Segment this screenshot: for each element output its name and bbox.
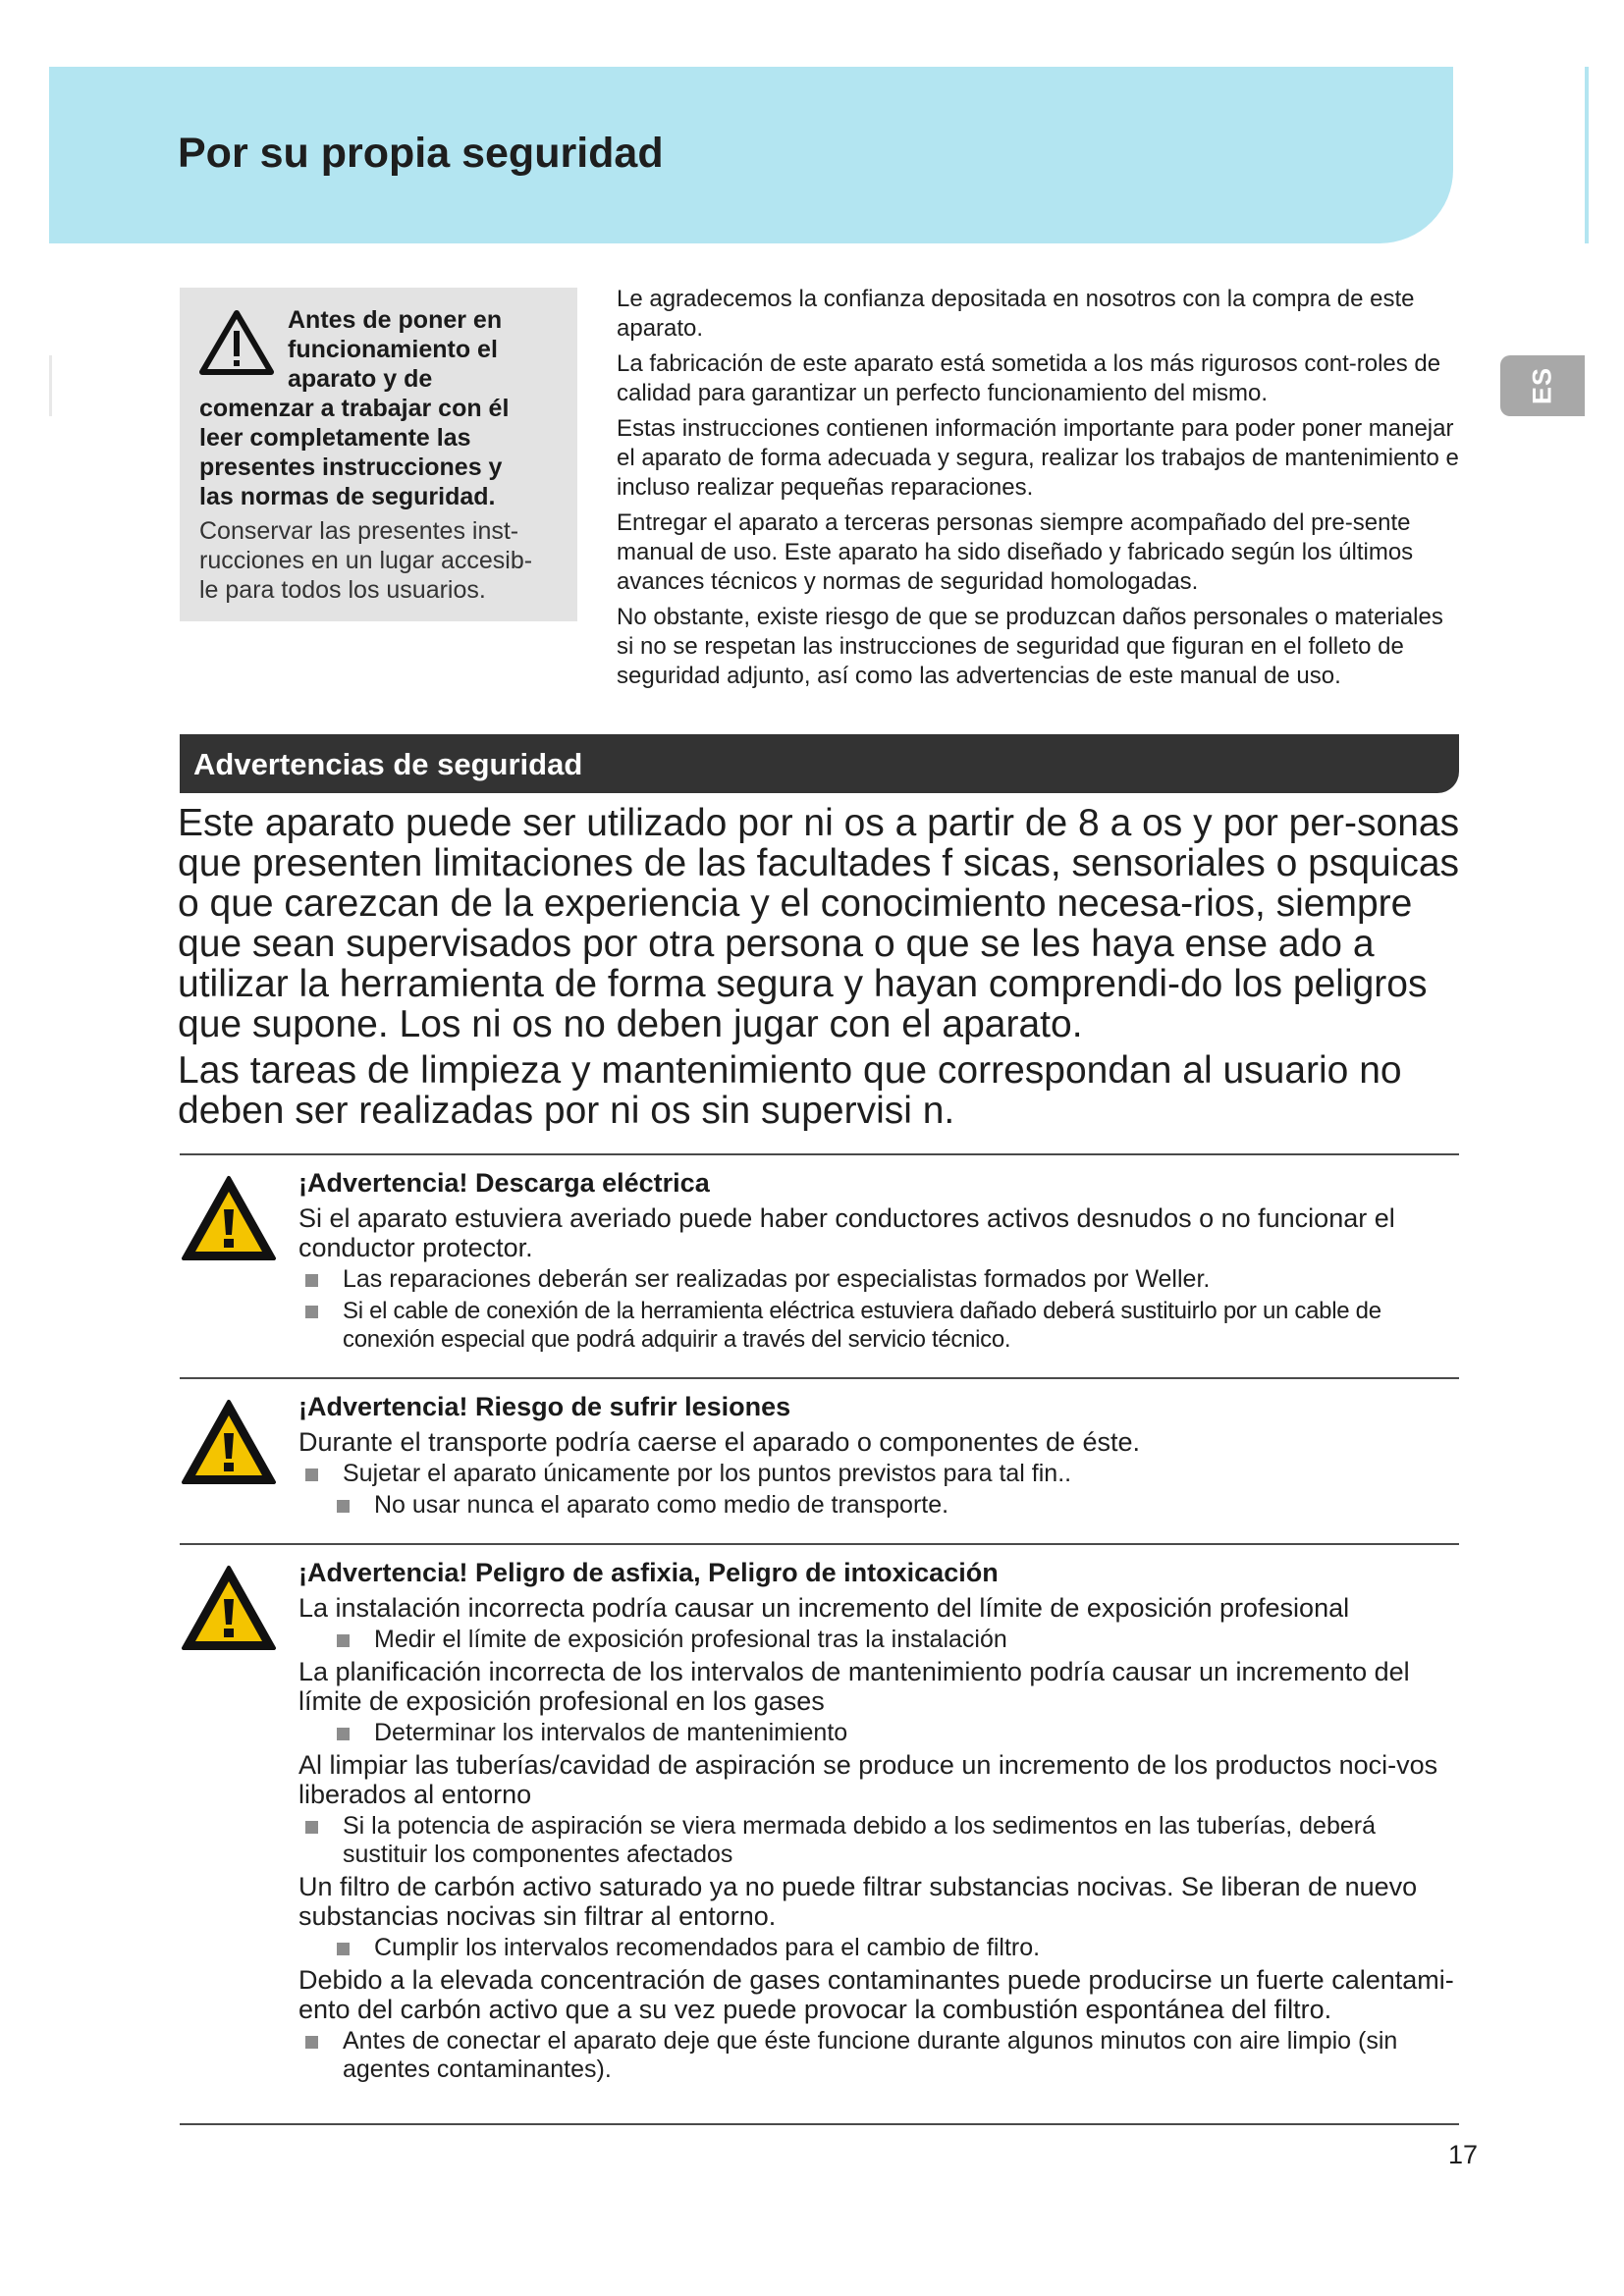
- intro-paragraph: No obstante, existe riesgo de que se produzcan daños personales o materiales si no se respetan las instrucciones de seguridad que figuran en el folleto de seguridad adjunto, así como las advertencias de este manual de uso.: [617, 604, 1443, 689]
- bullet-item: Determinar los intervalos de mantenimiento: [298, 1719, 1459, 1747]
- bullet-item: No usar nunca el aparato como medio de transporte.: [298, 1491, 1459, 1520]
- warning-title: ¡Advertencia! Descarga eléctrica: [298, 1168, 710, 1198]
- notice-heading: Antes de poner en funcionamiento el aparato y de comenzar a trabajar con él leer completamente las presentes instrucciones y las normas de seguridad.: [199, 306, 510, 510]
- bullet-item: Sujetar el aparato únicamente por los puntos previstos para tal fin..: [298, 1460, 1459, 1488]
- children-notice: [178, 803, 1464, 1137]
- warning-text: Un filtro de carbón activo saturado ya no puede filtrar substancias nocivas. Se liberan de nuevo substancias nocivas sin filtrar al entorno.: [298, 1872, 1418, 1931]
- header-edge-line: [1585, 67, 1589, 243]
- page-number: 17: [1448, 2140, 1479, 2169]
- warning-text: Debido a la elevada concentración de gases contaminantes puede producirse un fuerte calentami-ento del carbón activo que a su vez puede provocar la combustión espontánea del filtro.: [298, 1965, 1454, 2024]
- bullet-item: Medir el límite de exposición profesional tras la instalación: [298, 1626, 1459, 1654]
- warning-text: Durante el transporte podría caerse el aparado o componentes de éste.: [298, 1427, 1141, 1457]
- section-header: [180, 734, 1459, 793]
- language-tab: [1500, 355, 1585, 416]
- divider: [180, 1377, 1459, 1379]
- warning-icon: [180, 1564, 278, 1652]
- children-paragraph: Este aparato puede ser utilizado por ni os a partir de 8 a os y por per-sonas que presenten limitaciones de las facultades f sicas, sensoriales o psquicas o que carezcan de la experiencia y el conocimiento necesa-rios, siempre que sean supervisados por otra persona o que se les haya ense ado a utilizar la herramienta de forma segura y hayan comprendi-do los peligros que supone. Los ni os no deben jugar con el aparato.: [178, 802, 1460, 1045]
- intro-paragraph: Estas instrucciones contienen información importante para poder poner manejar el aparato de forma adecuada y segura, realizar los trabajos de mantenimiento e incluso realizar pequeñas reparaciones.: [617, 415, 1459, 501]
- intro-text: [617, 285, 1461, 697]
- divider: [180, 2123, 1459, 2125]
- divider: [180, 1153, 1459, 1155]
- warning-text: Si el aparato estuviera averiado puede haber conductores activos desnudos o no funcionar el conductor protector.: [298, 1203, 1395, 1262]
- divider: [180, 1543, 1459, 1545]
- intro-paragraph: La fabricación de este aparato está sometida a los más rigurosos cont-roles de calidad para garantizar un perfecto funcionamiento del mismo.: [617, 350, 1441, 406]
- warning-body: [298, 1166, 1459, 1357]
- warning-icon: [180, 1174, 278, 1262]
- bullet-item: Si la potencia de aspiración se viera mermada debido a los sedimentos en las tuberías, deberá sustituir los componentes afectados: [298, 1812, 1459, 1869]
- page-title: Por su propia seguridad: [178, 130, 664, 177]
- bullet-item: Las reparaciones deberán ser realizadas por especialistas formados por Weller.: [298, 1265, 1459, 1294]
- warning-text: La instalación incorrecta podría causar un incremento del límite de exposición profesional: [298, 1593, 1350, 1623]
- warning-body: [298, 1556, 1459, 2087]
- intro-paragraph: Entregar el aparato a terceras personas siempre acompañado del pre-sente manual de uso. Este aparato ha sido diseñado y fabricado según los últimos avances técnicos y normas de seguridad homologadas.: [617, 509, 1414, 595]
- section-title: Advertencias de seguridad: [193, 747, 583, 781]
- warning-title: ¡Advertencia! Riesgo de sufrir lesiones: [298, 1392, 791, 1421]
- warning-text: La planificación incorrecta de los intervalos de mantenimiento podría causar un incremento del límite de exposición profesional en los gases: [298, 1657, 1410, 1716]
- bullet-item: Cumplir los intervalos recomendados para el cambio de filtro.: [298, 1934, 1459, 1962]
- children-paragraph: Las tareas de limpieza y mantenimiento que correspondan al usuario no deben ser realizadas por ni os sin supervisi n.: [178, 1049, 1402, 1132]
- warning-icon: [180, 1398, 278, 1486]
- notice-box: [180, 288, 577, 621]
- warning-title: ¡Advertencia! Peligro de asfixia, Peligro de intoxicación: [298, 1558, 999, 1587]
- warning-body: [298, 1390, 1459, 1522]
- language-tab-label: ES: [1527, 366, 1557, 405]
- bullet-item: Antes de conectar el aparato deje que éste funcione durante algunos minutos con aire limpio (sin agentes contaminantes).: [298, 2027, 1459, 2084]
- margin-mark: [49, 355, 52, 416]
- bullet-item: Si el cable de conexión de la herramienta eléctrica estuviera dañado deberá sustituirlo por un cable de conexión especial que podrá adquirir a través del servicio técnico.: [298, 1297, 1459, 1354]
- notice-text: Conservar las presentes inst- rucciones en un lugar accesib- le para todos los usuarios.: [199, 517, 533, 604]
- intro-paragraph: Le agradecemos la confianza depositada en nosotros con la compra de este aparato.: [617, 286, 1415, 342]
- warning-text: Al limpiar las tuberías/cavidad de aspiración se produce un incremento de los productos noci-vos liberados al entorno: [298, 1750, 1438, 1809]
